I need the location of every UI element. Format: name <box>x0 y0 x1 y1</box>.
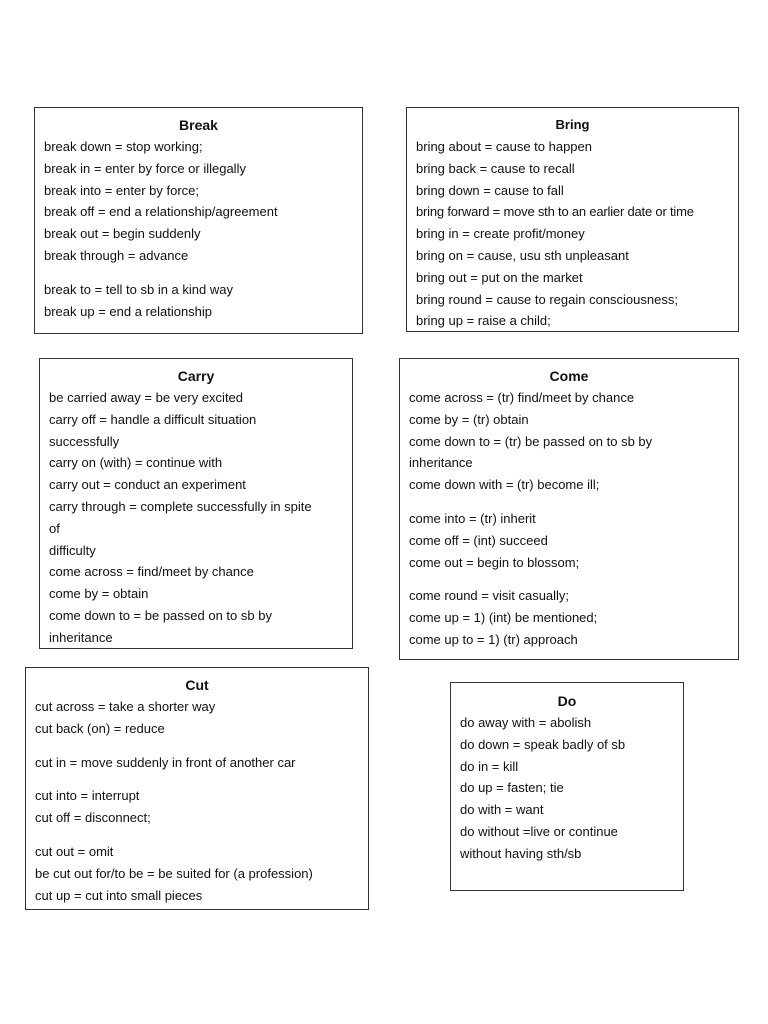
card-carry <box>39 358 353 649</box>
definition-line: do in = kill <box>460 758 519 774</box>
definition-line: cut up = cut into small pieces <box>35 887 203 903</box>
definition-line: bring round = cause to regain consciousness; <box>416 291 678 307</box>
card-title: Bring <box>555 117 590 132</box>
definition-line: carry out = conduct an experiment <box>49 477 246 493</box>
definition-line: come into = (tr) inherit <box>409 510 536 526</box>
card-title: Do <box>557 693 577 709</box>
definition-line: break off = end a relationship/agreement <box>44 204 278 220</box>
definition-line: do away with = abolish <box>460 715 592 730</box>
card-cut <box>25 667 369 910</box>
definition-line: come across = (tr) find/meet by chance <box>409 390 635 405</box>
definition-line: do up = fasten; tie <box>460 780 564 796</box>
definition-line: cut out = omit <box>35 843 114 859</box>
definition-line: do without =live or continue <box>460 823 618 839</box>
definition-line: successfully <box>49 433 120 449</box>
definition-line: bring about = cause to happen <box>416 139 593 154</box>
definition-line: bring on = cause, usu sth unpleasant <box>416 247 629 263</box>
definition-line: carry through = complete successfully in spite <box>49 498 312 514</box>
definition-line: come by = obtain <box>49 586 149 602</box>
card-do <box>450 682 684 891</box>
card-bring <box>406 107 739 332</box>
card-break <box>34 107 363 334</box>
definition-line: carry on (with) = continue with <box>49 455 223 471</box>
definition-line: bring back = cause to recall <box>416 160 575 176</box>
definition-line: break through = advance <box>44 247 189 263</box>
definition-line: of <box>49 520 60 536</box>
definition-line: be cut out for/to be = be suited for (a profession) <box>35 865 313 881</box>
definition-list <box>49 387 343 649</box>
definition-line: bring up = raise a child; <box>416 313 551 329</box>
definition-list <box>416 136 729 332</box>
definition-line: come up = 1) (int) be mentioned; <box>409 610 598 626</box>
definition-line: break out = begin suddenly <box>44 226 201 242</box>
definition-line: difficulty <box>49 542 96 558</box>
definition-line: come off = (int) succeed <box>409 532 548 548</box>
definition-line: inheritance <box>409 455 473 471</box>
definition-line: cut into = interrupt <box>35 788 140 804</box>
definition-line: come out = begin to blossom; <box>409 554 580 570</box>
definition-line: break in = enter by force or illegally <box>44 160 246 176</box>
definition-line: cut in = move suddenly in front of another car <box>35 754 296 770</box>
definition-line: do with = want <box>460 802 544 818</box>
card-title: Carry <box>177 368 215 384</box>
definition-line: break up = end a relationship <box>44 303 213 319</box>
definition-line: break into = enter by force; <box>44 182 200 198</box>
definition-line: come down to = be passed on to sb by <box>49 607 272 623</box>
definition-line: bring forward = move sth to an earlier date or time <box>416 204 694 220</box>
definition-line: come across = find/meet by chance <box>49 564 254 580</box>
definition-line: bring out = put on the market <box>416 269 583 285</box>
definition-line: break down = stop working; <box>44 139 203 154</box>
definition-line: bring down = cause to fall <box>416 182 564 198</box>
definition-line: cut off = disconnect; <box>35 810 151 826</box>
definition-list <box>35 696 359 906</box>
definition-line: inheritance <box>49 629 113 645</box>
definition-line: without having sth/sb <box>460 845 582 861</box>
card-title: Cut <box>185 677 209 693</box>
definition-line: come by = (tr) obtain <box>409 411 529 427</box>
definition-list <box>460 712 674 865</box>
definition-line: carry off = handle a difficult situation <box>49 411 257 427</box>
definition-line: cut across = take a shorter way <box>35 699 216 714</box>
definition-line: come down to = (tr) be passed on to sb by <box>409 433 653 449</box>
definition-line: come up to = 1) (tr) approach <box>409 631 578 647</box>
definition-list <box>44 136 353 322</box>
definition-line: be carried away = be very excited <box>49 390 244 405</box>
definition-line: break to = tell to sb in a kind way <box>44 281 233 297</box>
definition-line: come round = visit casually; <box>409 588 570 604</box>
card-come <box>399 358 739 660</box>
definition-list <box>409 387 729 651</box>
card-title: Come <box>549 368 589 384</box>
card-title: Break <box>179 117 218 133</box>
definition-line: come down with = (tr) become ill; <box>409 477 600 493</box>
definition-line: do down = speak badly of sb <box>460 736 626 752</box>
definition-line: cut back (on) = reduce <box>35 720 165 736</box>
definition-line: bring in = create profit/money <box>416 226 585 242</box>
